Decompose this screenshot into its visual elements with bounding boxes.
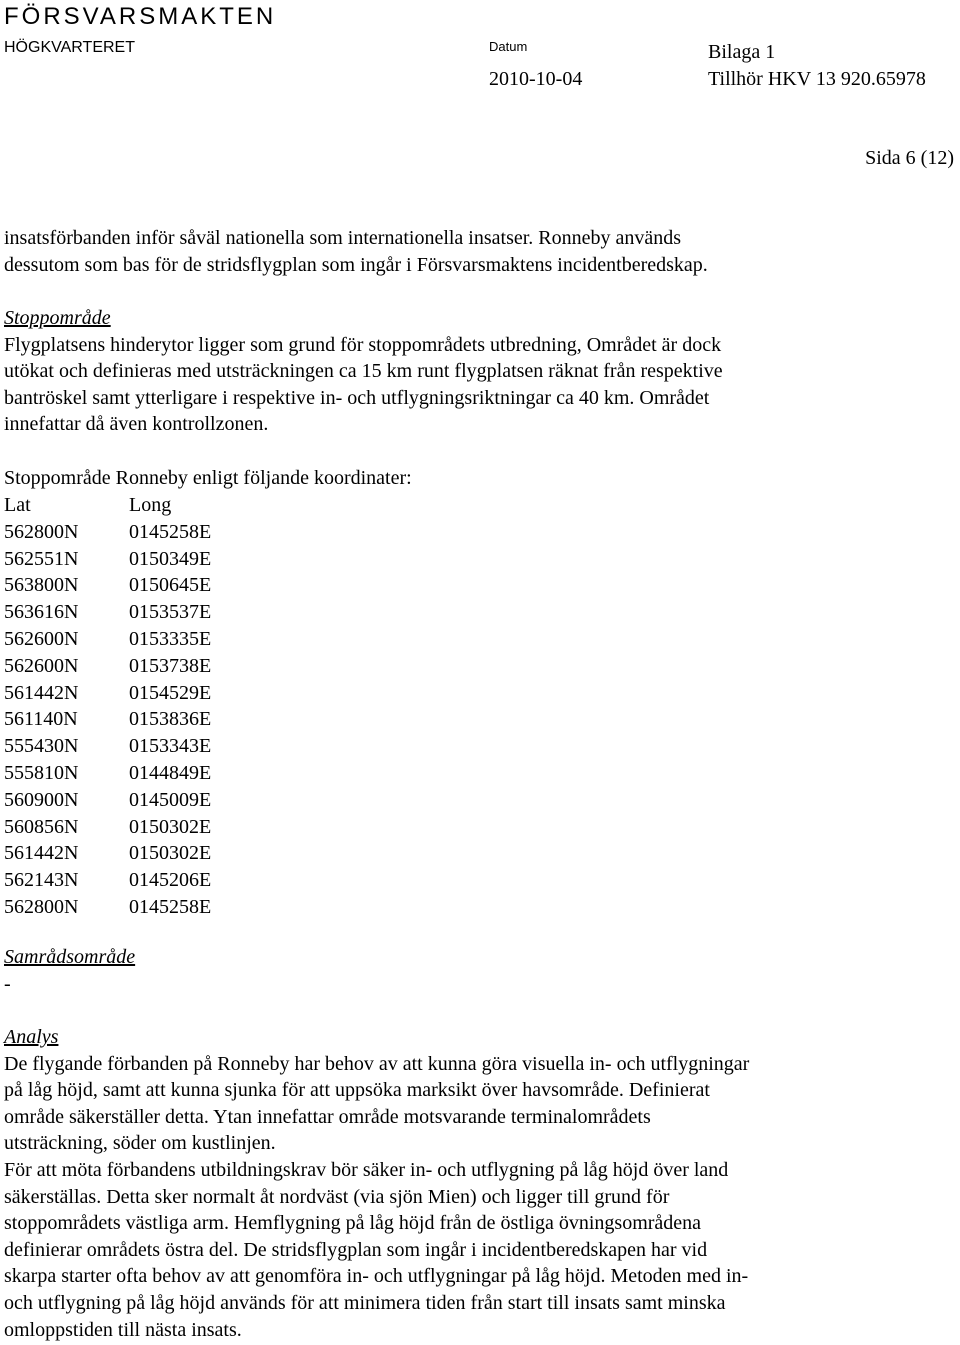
coordinates-intro	[4, 465, 954, 492]
analysis-line: utsträckning, söder om kustlinjen.	[4, 1132, 276, 1155]
lat-cell: 560900N	[4, 788, 79, 811]
lat-cell: 560856N	[4, 815, 79, 838]
long-cell: 0153738E	[129, 654, 212, 677]
stop-area-heading	[4, 305, 954, 332]
long-cell: 0150645E	[129, 574, 212, 597]
intro-line: insatsförbanden inför såväl nationella som internationella insatser. Ronneby används	[4, 227, 682, 249]
long-cell: 0154529E	[129, 681, 212, 704]
analysis-line: säkerställas. Detta sker normalt åt nordväst (via sjön Mien) och ligger till grund för	[4, 1185, 670, 1208]
long-cell: 0144849E	[129, 761, 212, 784]
stop-area-line: utökat och definieras med utsträckningen ca 15 km runt flygplatsen räknat från respektive	[4, 360, 723, 383]
lat-cell: 563616N	[4, 601, 79, 624]
table-row	[4, 572, 259, 599]
table-row	[4, 840, 259, 867]
stop-area-section	[4, 305, 954, 438]
table-row	[4, 680, 259, 707]
table-row	[4, 546, 259, 573]
stop-area-heading-text: Stoppområde	[4, 307, 111, 329]
lat-cell: 562551N	[4, 547, 79, 570]
lat-cell: 562800N	[4, 895, 79, 918]
long-cell: 0153343E	[129, 735, 212, 758]
page-number: Sida 6 (12)	[865, 147, 954, 169]
lat-cell: 563800N	[4, 574, 79, 597]
intro-paragraph	[4, 225, 954, 278]
analysis-heading-text: Analys	[4, 1026, 59, 1048]
coordinates-header-row	[4, 492, 259, 519]
table-row	[4, 867, 259, 894]
lat-cell: 555430N	[4, 735, 79, 758]
analysis-line: För att möta förbandens utbildningskrav bör säker in- och utflygning på låg höjd över land	[4, 1158, 729, 1181]
lat-header: Lat	[4, 494, 31, 516]
consult-area-value: -	[4, 972, 11, 995]
table-row	[4, 787, 259, 814]
stop-area-line: bantröskel samt ytterligare i respektive in- och utflygningsriktningar ca 40 km. Området	[4, 386, 710, 409]
consult-area-heading	[4, 944, 954, 971]
analysis-line: på låg höjd, samt att kunna sjunka för att uppsöka marksikt över havsområde. Definierat	[4, 1079, 710, 1102]
date-value: 2010-10-04	[489, 68, 583, 90]
analysis-line: De flygande förbanden på Ronneby har behov av att kunna göra visuella in- och utflygningar	[4, 1052, 750, 1075]
table-row	[4, 653, 259, 680]
lat-cell: 555810N	[4, 761, 79, 784]
stop-area-line: innefattar då även kontrollzonen.	[4, 413, 269, 436]
lat-cell: 561442N	[4, 681, 79, 704]
long-cell: 0145258E	[129, 895, 212, 918]
table-row	[4, 519, 259, 546]
coordinates-table	[4, 492, 259, 921]
date-label: Datum	[489, 39, 528, 54]
coordinates-intro-text: Stoppområde Ronneby enligt följande koordinater:	[4, 467, 412, 489]
lat-cell: 562143N	[4, 869, 79, 892]
long-cell: 0145258E	[129, 520, 212, 543]
table-row	[4, 626, 259, 653]
analysis-line: omloppstiden till nästa insats.	[4, 1318, 242, 1341]
reference-number: Tillhör HKV 13 920.65978	[708, 68, 926, 90]
lat-cell: 562600N	[4, 627, 79, 650]
table-row	[4, 599, 259, 626]
consult-area-section	[4, 944, 954, 997]
analysis-line: stoppområdets västliga arm. Hemflygning på låg höjd från de östliga övningsområdena	[4, 1212, 702, 1235]
analysis-line: skarpa starter ofta behov av att genomföra in- och utflygningar på låg höjd. Metoden med in-	[4, 1265, 749, 1288]
long-cell: 0145206E	[129, 869, 212, 892]
long-cell: 0145009E	[129, 788, 212, 811]
intro-line: dessutom som bas för de stridsflygplan som ingår i Försvarsmaktens incidentberedskap.	[4, 253, 708, 276]
table-row	[4, 760, 259, 787]
table-row	[4, 814, 259, 841]
lat-cell: 562800N	[4, 520, 79, 543]
attachment-label: Bilaga 1	[708, 41, 776, 63]
long-cell: 0150302E	[129, 815, 212, 838]
analysis-line: område säkerställer detta. Ytan innefattar område motsvarande terminalområdets	[4, 1105, 651, 1128]
table-row	[4, 706, 259, 733]
long-cell: 0153836E	[129, 708, 212, 731]
long-cell: 0150349E	[129, 547, 212, 570]
unit-name: HÖGKVARTERET	[4, 39, 135, 56]
table-row	[4, 894, 259, 921]
long-header: Long	[129, 494, 172, 516]
consult-area-heading-text: Samrådsområde	[4, 946, 136, 968]
analysis-heading	[4, 1024, 954, 1051]
analysis-line: och utflygning på låg höjd används för att minimera tiden från start till insats samt minska	[4, 1291, 726, 1314]
long-cell: 0150302E	[129, 842, 212, 865]
analysis-section	[4, 1024, 954, 1343]
long-cell: 0153537E	[129, 601, 212, 624]
lat-cell: 562600N	[4, 654, 79, 677]
long-cell: 0153335E	[129, 627, 212, 650]
lat-cell: 561140N	[4, 708, 78, 731]
lat-cell: 561442N	[4, 842, 79, 865]
stop-area-line: Flygplatsens hinderytor ligger som grund för stoppområdets utbredning, Området är dock	[4, 333, 722, 356]
organization-name: FÖRSVARSMAKTEN	[4, 3, 277, 30]
analysis-line: definierar områdets östra del. De stridsflygplan som ingår i incidentberedskapen har vid	[4, 1238, 708, 1261]
table-row	[4, 733, 259, 760]
